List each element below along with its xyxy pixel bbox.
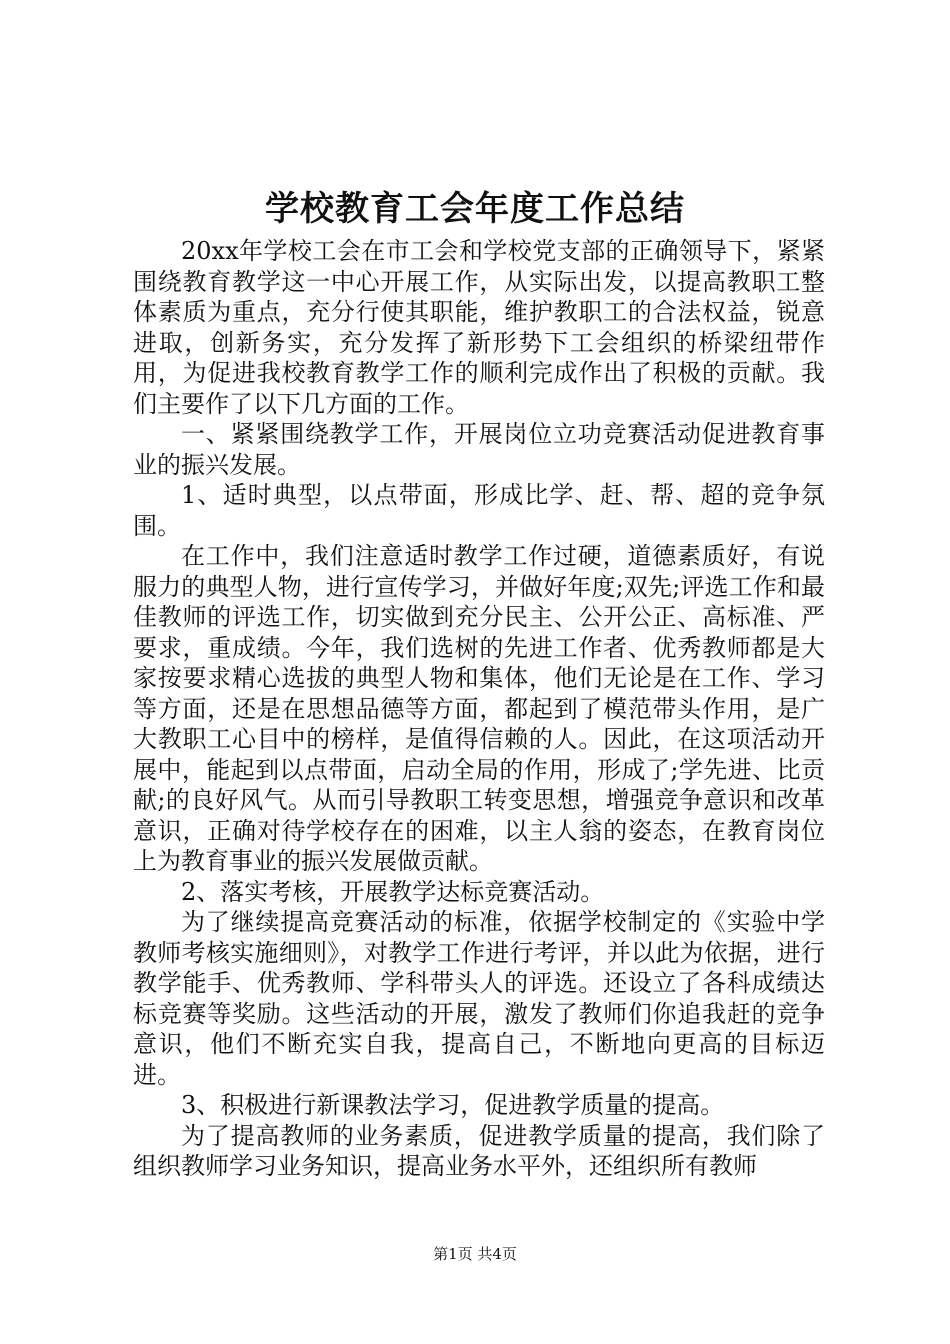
paragraph-typical: 在工作中，我们注意适时教学工作过硬，道德素质好，有说服力的典型人物，进行宣传学习，并做好年度;双先;评选工作和最佳教师的评选工作，切实做到充分民主、公开公正、高标准、严要求，重成绩。今年，我们选树的先进工作者、优秀教师都是大家按要求精心选拔的典型人物和集体，他们无论是在工作、学习等方面，还是在思想品德等方面，都起到了模范带头作用，是广大教职工心目中的榜样，是值得信赖的人。因此，在这项活动开展中，能起到以点带面，启动全局的作用，形成了;学先进、比贡献;的良好风气。从而引导教职工转变思想，增强竞争意识和改革意识，正确对待学校存在的困难，以主人翁的姿态，在教育岗位上为教育事业的振兴发展做贡献。 — [133, 542, 825, 875]
document-body — [133, 236, 825, 1182]
paragraph-assessment: 为了继续提高竞赛活动的标准，依据学校制定的《实验中学教师考核实施细则》，对教学工作进行考评，并以此为依据，进行教学能手、优秀教师、学科带头人的评选。还设立了各科成绩达标竞赛等奖励。这些活动的开展，激发了教师们你追我赶的竞争意识，他们不断充实自我，提高自己，不断地向更高的目标迈进。 — [133, 908, 825, 1089]
paragraph-new-curriculum: 为了提高教师的业务素质，促进教学质量的提高，我们除了组织教师学习业务知识，提高业务水平外，还组织所有教师 — [133, 1121, 825, 1180]
subheading-3: 3、积极进行新课教法学习，促进教学质量的提高。 — [181, 1091, 725, 1119]
page-footer: 第1页 共4页 — [433, 1245, 517, 1263]
paragraph-intro: 20xx年学校工会在市工会和学校党支部的正确领导下，紧紧围绕教育教学这一中心开展工作，从实际出发，以提高教职工整体素质为重点，充分行使其职能，维护教职工的合法权益，锐意进取，创新务实，充分发挥了新形势下工会组织的桥梁纽带作用，为促进我校教育教学工作的顺利完成作出了积极的贡献。我们主要作了以下几方面的工作。 — [133, 237, 825, 418]
subheading-2: 2、落实考核，开展教学达标竞赛活动。 — [181, 877, 605, 906]
document-title: 学校教育工会年度工作总结 — [265, 189, 685, 229]
section-heading-1: 一、紧紧围绕教学工作，开展岗位立功竞赛活动促进教育事业的振兴发展。 — [133, 420, 825, 479]
subheading-1: 1、适时典型，以点带面，形成比学、赶、帮、超的竞争氛围。 — [133, 481, 825, 540]
